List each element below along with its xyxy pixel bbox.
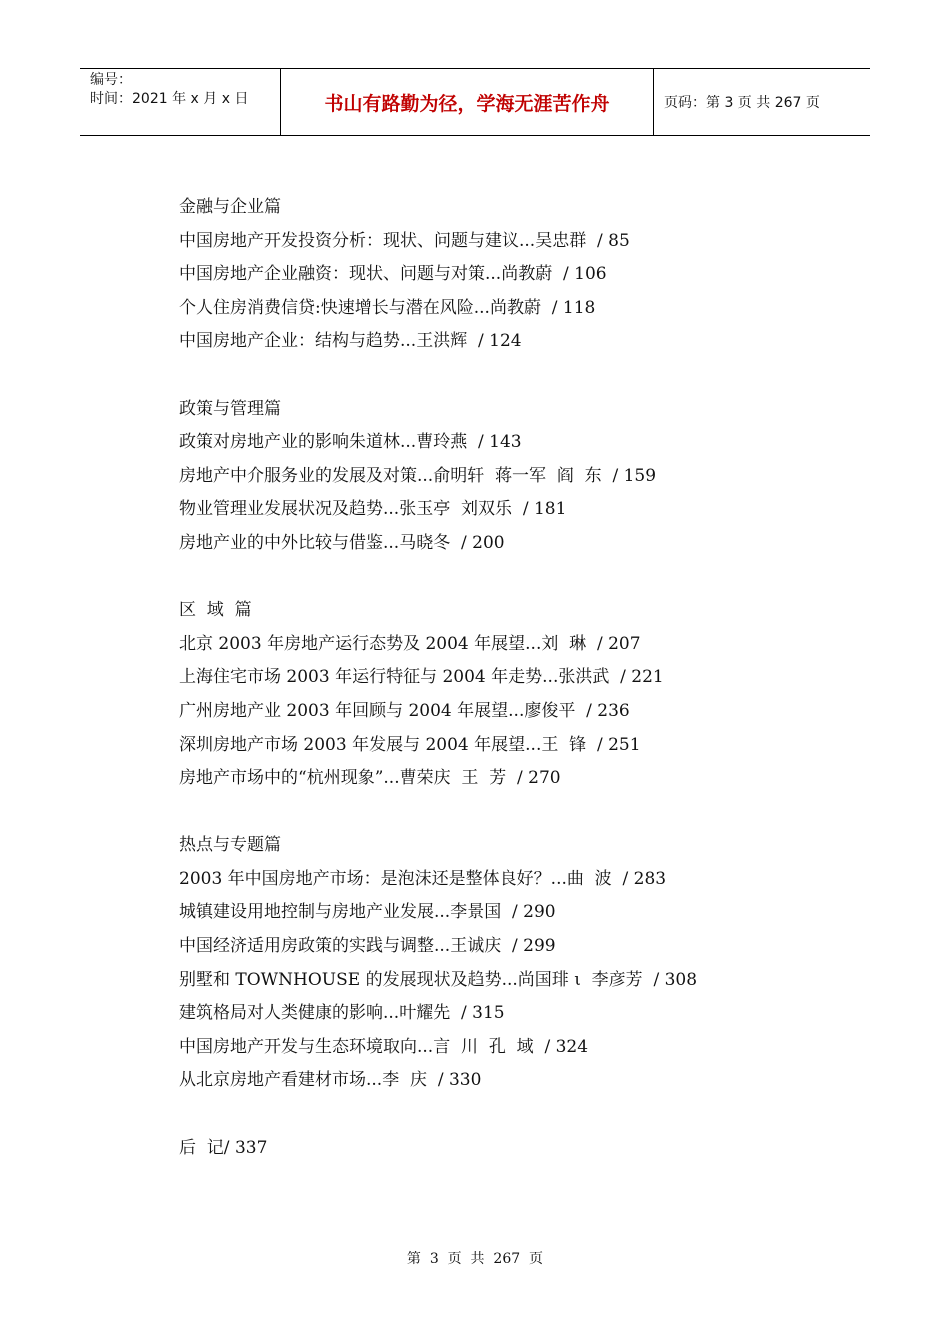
header-page-info: 页码：第 3 页 共 267 页 bbox=[664, 95, 820, 111]
toc-entry: 中国经济适用房政策的实践与调整...王诚庆 / 299 bbox=[179, 936, 556, 957]
toc-entry: 城镇建设用地控制与房地产业发展...李景国 / 290 bbox=[179, 902, 556, 923]
toc-entry: 别墅和 TOWNHOUSE 的发展现状及趋势...尚国琲 ι 李彦芳 / 308 bbox=[179, 969, 698, 990]
toc-section bbox=[179, 194, 819, 362]
toc-entry: 2003 年中国房地产市场：是泡沫还是整体良好？...曲 波 / 283 bbox=[179, 868, 667, 889]
toc-entry: 建筑格局对人类健康的影响...叶耀先 / 315 bbox=[179, 1003, 505, 1024]
toc-entry: 个人住房消费信贷:快速增长与潜在风险...尚教蔚 / 118 bbox=[179, 297, 596, 318]
toc-entry: 政策对房地产业的影响朱道林...曹玲燕 / 143 bbox=[179, 432, 522, 453]
toc-entry: 房地产业的中外比较与借鉴...马晓冬 / 200 bbox=[179, 532, 505, 553]
toc-entry: 中国房地产企业融资：现状、问题与对策...尚教蔚 / 106 bbox=[179, 264, 607, 285]
toc-section bbox=[179, 396, 819, 564]
page-header bbox=[80, 68, 870, 136]
section-title: 区 域 篇 bbox=[179, 600, 252, 621]
table-of-contents bbox=[179, 194, 819, 1168]
number-label: 编号： bbox=[90, 72, 132, 88]
header-meta bbox=[80, 69, 281, 135]
toc-entry: 上海住宅市场 2003 年运行特征与 2004 年走势...张洪武 / 221 bbox=[179, 667, 664, 688]
toc-entry: 广州房地产业 2003 年回顾与 2004 年展望...廖俊平 / 236 bbox=[179, 700, 630, 721]
toc-entry: 物业管理业发展状况及趋势...张玉亭 刘双乐 / 181 bbox=[179, 499, 567, 520]
section-title: 热点与专题篇 bbox=[179, 835, 281, 856]
toc-entry: 房地产市场中的“杭州现象”...曹荣庆 王 芳 / 270 bbox=[179, 768, 561, 789]
toc-entry: 北京 2003 年房地产运行态势及 2004 年展望...刘 琳 / 207 bbox=[179, 633, 641, 654]
toc-entry: 中国房地产开发与生态环境取向...言 川 孔 域 / 324 bbox=[179, 1036, 589, 1057]
toc-entry: 中国房地产开发投资分析：现状、问题与建议...吴忠群 / 85 bbox=[179, 230, 630, 251]
date-label: 时间：2021 年 x 月 x 日 bbox=[90, 91, 249, 107]
toc-section bbox=[179, 832, 819, 1101]
page-footer: 第 3 页 共 267 页 bbox=[406, 1251, 544, 1267]
toc-entry: 房地产中介服务业的发展及对策...俞明轩 蒋一军 阎 东 / 159 bbox=[179, 465, 657, 486]
section-title: 金融与企业篇 bbox=[179, 197, 281, 217]
motto: 书山有路勤为径，学海无涯苦作舟 bbox=[281, 69, 654, 135]
toc-entry: 从北京房地产看建材市场...李 庆 / 330 bbox=[179, 1070, 482, 1091]
section-title: 政策与管理篇 bbox=[179, 398, 281, 419]
toc-entry: 深圳房地产市场 2003 年发展与 2004 年展望...王 锋 / 251 bbox=[179, 734, 641, 755]
toc-entry: 中国房地产企业：结构与趋势...王洪辉 / 124 bbox=[179, 331, 522, 352]
toc-section bbox=[179, 597, 819, 799]
afterword: 后 记/ 337 bbox=[179, 1137, 268, 1158]
